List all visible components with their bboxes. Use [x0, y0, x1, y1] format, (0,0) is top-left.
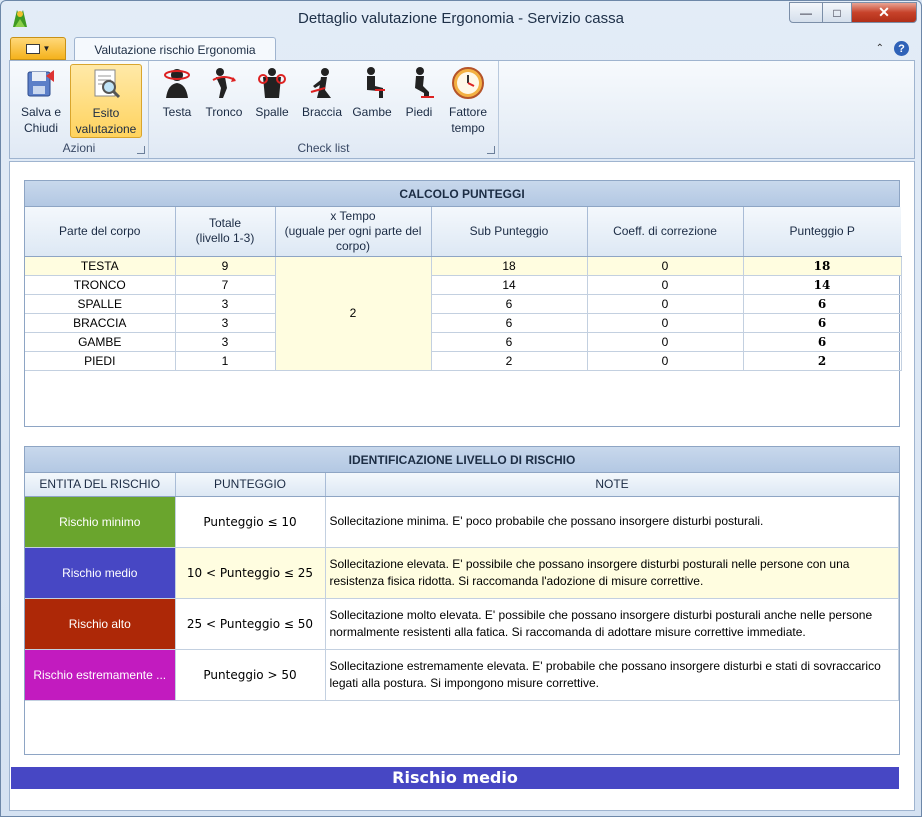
- cell-sub: 6: [431, 294, 587, 313]
- table-row[interactable]: [25, 256, 901, 275]
- dialog-launcher-icon[interactable]: [487, 146, 495, 154]
- risk-note: Sollecitazione molto elevata. E' possibile che possano insorgere disturbi posturali anche nelle persone normalmente resistenti alla fatica. Si raccomanda di adottare misure correttive immediate.: [325, 598, 899, 649]
- ribbon-tab-row: [9, 37, 915, 61]
- cell-score: 6: [743, 332, 901, 351]
- risk-header-row: [25, 473, 899, 496]
- risk-score-range: Punteggio > 50: [175, 649, 325, 700]
- save-close-icon: [24, 66, 58, 100]
- cell-sub: 18: [431, 256, 587, 275]
- table-row[interactable]: [25, 275, 901, 294]
- risk-level-label: Rischio minimo: [25, 496, 175, 547]
- torso-icon: [207, 66, 241, 100]
- cell-coeff: 0: [587, 256, 743, 275]
- risk-level-label: Rischio estremamente ...: [25, 649, 175, 700]
- cell-total: 9: [175, 256, 275, 275]
- cell-total: 1: [175, 351, 275, 370]
- col-header-sub[interactable]: Sub Punteggio: [431, 207, 587, 256]
- scores-header-row: [25, 207, 901, 256]
- scores-table: [25, 207, 902, 371]
- identificazione-rischio-panel: [24, 446, 900, 755]
- cell-total: 3: [175, 294, 275, 313]
- cell-score: 14: [743, 275, 901, 294]
- cell-score: 18: [743, 256, 901, 275]
- clock-icon: [451, 66, 485, 100]
- risk-note: Sollecitazione minima. E' poco probabile che possano insorgere disturbi posturali.: [325, 496, 899, 547]
- cell-part: TRONCO: [25, 275, 175, 294]
- table-row[interactable]: [25, 598, 899, 649]
- checklist-tronco-button[interactable]: [201, 64, 247, 128]
- ribbon-group-azioni: [10, 61, 149, 158]
- col-header-note[interactable]: NOTE: [325, 473, 899, 496]
- table-row[interactable]: [25, 547, 899, 598]
- cell-score: 6: [743, 294, 901, 313]
- save-close-label-2: Chiudi: [23, 121, 59, 135]
- cell-sub: 2: [431, 351, 587, 370]
- col-header-punteggio[interactable]: PUNTEGGIO: [175, 473, 325, 496]
- feet-icon: [402, 66, 436, 100]
- window-title: Dettaglio valutazione Ergonomia - Servizio cassa: [298, 10, 624, 27]
- dialog-launcher-icon[interactable]: [137, 146, 145, 154]
- braccia-label: Braccia: [301, 105, 342, 119]
- table-row[interactable]: [25, 313, 901, 332]
- tab-valutazione-rischio[interactable]: Valutazione rischio Ergonomia: [74, 37, 276, 62]
- arms-icon: [305, 66, 339, 100]
- table-row[interactable]: [25, 332, 901, 351]
- identificazione-rischio-title: IDENTIFICAZIONE LIVELLO DI RISCHIO: [25, 447, 899, 473]
- risk-note: Sollecitazione estremamente elevata. E' probabile che possano insorgere disturbi e stati di sovraccarico legati alla postura. Si impongono misure correttive.: [325, 649, 899, 700]
- cell-score: 6: [743, 313, 901, 332]
- spalle-label: Spalle: [255, 105, 289, 119]
- col-header-tempo[interactable]: [275, 207, 431, 256]
- title-bar: [1, 1, 921, 35]
- application-menu-button[interactable]: [10, 37, 66, 60]
- cell-part: PIEDI: [25, 351, 175, 370]
- cell-sub: 6: [431, 332, 587, 351]
- cell-sub: 14: [431, 275, 587, 294]
- esito-label-1: Esito: [92, 106, 120, 120]
- cell-coeff: 0: [587, 313, 743, 332]
- risk-score-range: Punteggio ≤ 10: [175, 496, 325, 547]
- head-icon: [160, 66, 194, 100]
- cell-sub: 6: [431, 313, 587, 332]
- save-close-button[interactable]: [13, 64, 69, 138]
- cell-tempo: 2: [275, 256, 431, 370]
- cell-total: 7: [175, 275, 275, 294]
- group-label-azioni: Azioni: [62, 141, 96, 155]
- col-header-parte[interactable]: Parte del corpo: [25, 207, 175, 256]
- cell-coeff: 0: [587, 275, 743, 294]
- table-row[interactable]: [25, 649, 899, 700]
- risk-result-bar: Rischio medio: [11, 767, 899, 789]
- checklist-testa-button[interactable]: [155, 64, 199, 128]
- collapse-ribbon-icon[interactable]: ⌃: [875, 43, 884, 54]
- maximize-button[interactable]: □: [822, 2, 852, 23]
- table-row[interactable]: [25, 294, 901, 313]
- group-label-checklist: Check list: [297, 141, 350, 155]
- esito-valutazione-button[interactable]: [70, 64, 142, 138]
- risk-level-label: Rischio medio: [25, 547, 175, 598]
- checklist-spalle-button[interactable]: [249, 64, 295, 128]
- cell-part: BRACCIA: [25, 313, 175, 332]
- ribbon: [9, 60, 915, 159]
- app-menu-icon: [26, 44, 40, 54]
- cell-part: SPALLE: [25, 294, 175, 313]
- risk-score-range: 25 < Punteggio ≤ 50: [175, 598, 325, 649]
- table-row[interactable]: [25, 496, 899, 547]
- col-header-totale[interactable]: [175, 207, 275, 256]
- close-button[interactable]: ✕: [851, 2, 917, 23]
- cell-total: 3: [175, 332, 275, 351]
- fattore-tempo-button[interactable]: [443, 64, 493, 138]
- cell-coeff: 0: [587, 294, 743, 313]
- risk-score-range: 10 < Punteggio ≤ 25: [175, 547, 325, 598]
- help-icon[interactable]: ?: [894, 41, 909, 56]
- cell-coeff: 0: [587, 351, 743, 370]
- col-header-totale-text: Totale (livello 1-3): [195, 216, 255, 246]
- col-header-entita[interactable]: ENTITA DEL RISCHIO: [25, 473, 175, 496]
- checklist-gambe-button[interactable]: [349, 64, 395, 128]
- testa-label: Testa: [162, 105, 192, 119]
- save-close-label-1: Salva e: [20, 105, 62, 119]
- minimize-button[interactable]: —: [789, 2, 823, 23]
- risk-level-label: Rischio alto: [25, 598, 175, 649]
- content-area: [9, 161, 915, 811]
- cell-total: 3: [175, 313, 275, 332]
- fattore-label-1: Fattore: [448, 105, 487, 119]
- piedi-label: Piedi: [405, 105, 433, 119]
- table-row[interactable]: [25, 351, 901, 370]
- esito-label-2: valutazione: [75, 122, 137, 136]
- risk-table: [25, 473, 899, 701]
- checklist-braccia-button[interactable]: [297, 64, 347, 128]
- cell-coeff: 0: [587, 332, 743, 351]
- ribbon-group-checklist: [149, 61, 499, 158]
- col-header-coeff[interactable]: Coeff. di correzione: [587, 207, 743, 256]
- gambe-label: Gambe: [352, 105, 392, 119]
- col-header-tempo-text: x Tempo (uguale per ogni parte del corpo): [284, 208, 422, 253]
- legs-icon: [355, 66, 389, 100]
- shoulders-icon: [255, 66, 289, 100]
- cell-score: 2: [743, 351, 901, 370]
- calcolo-punteggi-panel: [24, 180, 900, 427]
- checklist-piedi-button[interactable]: [397, 64, 441, 128]
- col-header-punteggio[interactable]: Punteggio P: [743, 207, 901, 256]
- document-search-icon: [89, 67, 123, 101]
- tronco-label: Tronco: [205, 105, 243, 119]
- fattore-label-2: tempo: [451, 121, 485, 135]
- cell-part: GAMBE: [25, 332, 175, 351]
- cell-part: TESTA: [25, 256, 175, 275]
- dropdown-arrow-icon: ▼: [42, 44, 51, 53]
- calcolo-punteggi-title: CALCOLO PUNTEGGI: [25, 181, 899, 207]
- risk-note: Sollecitazione elevata. E' possibile che possano insorgere disturbi posturali nelle persone con una resistenza fisica ridotta. Si raccomanda l'adozione di misure correttive.: [325, 547, 899, 598]
